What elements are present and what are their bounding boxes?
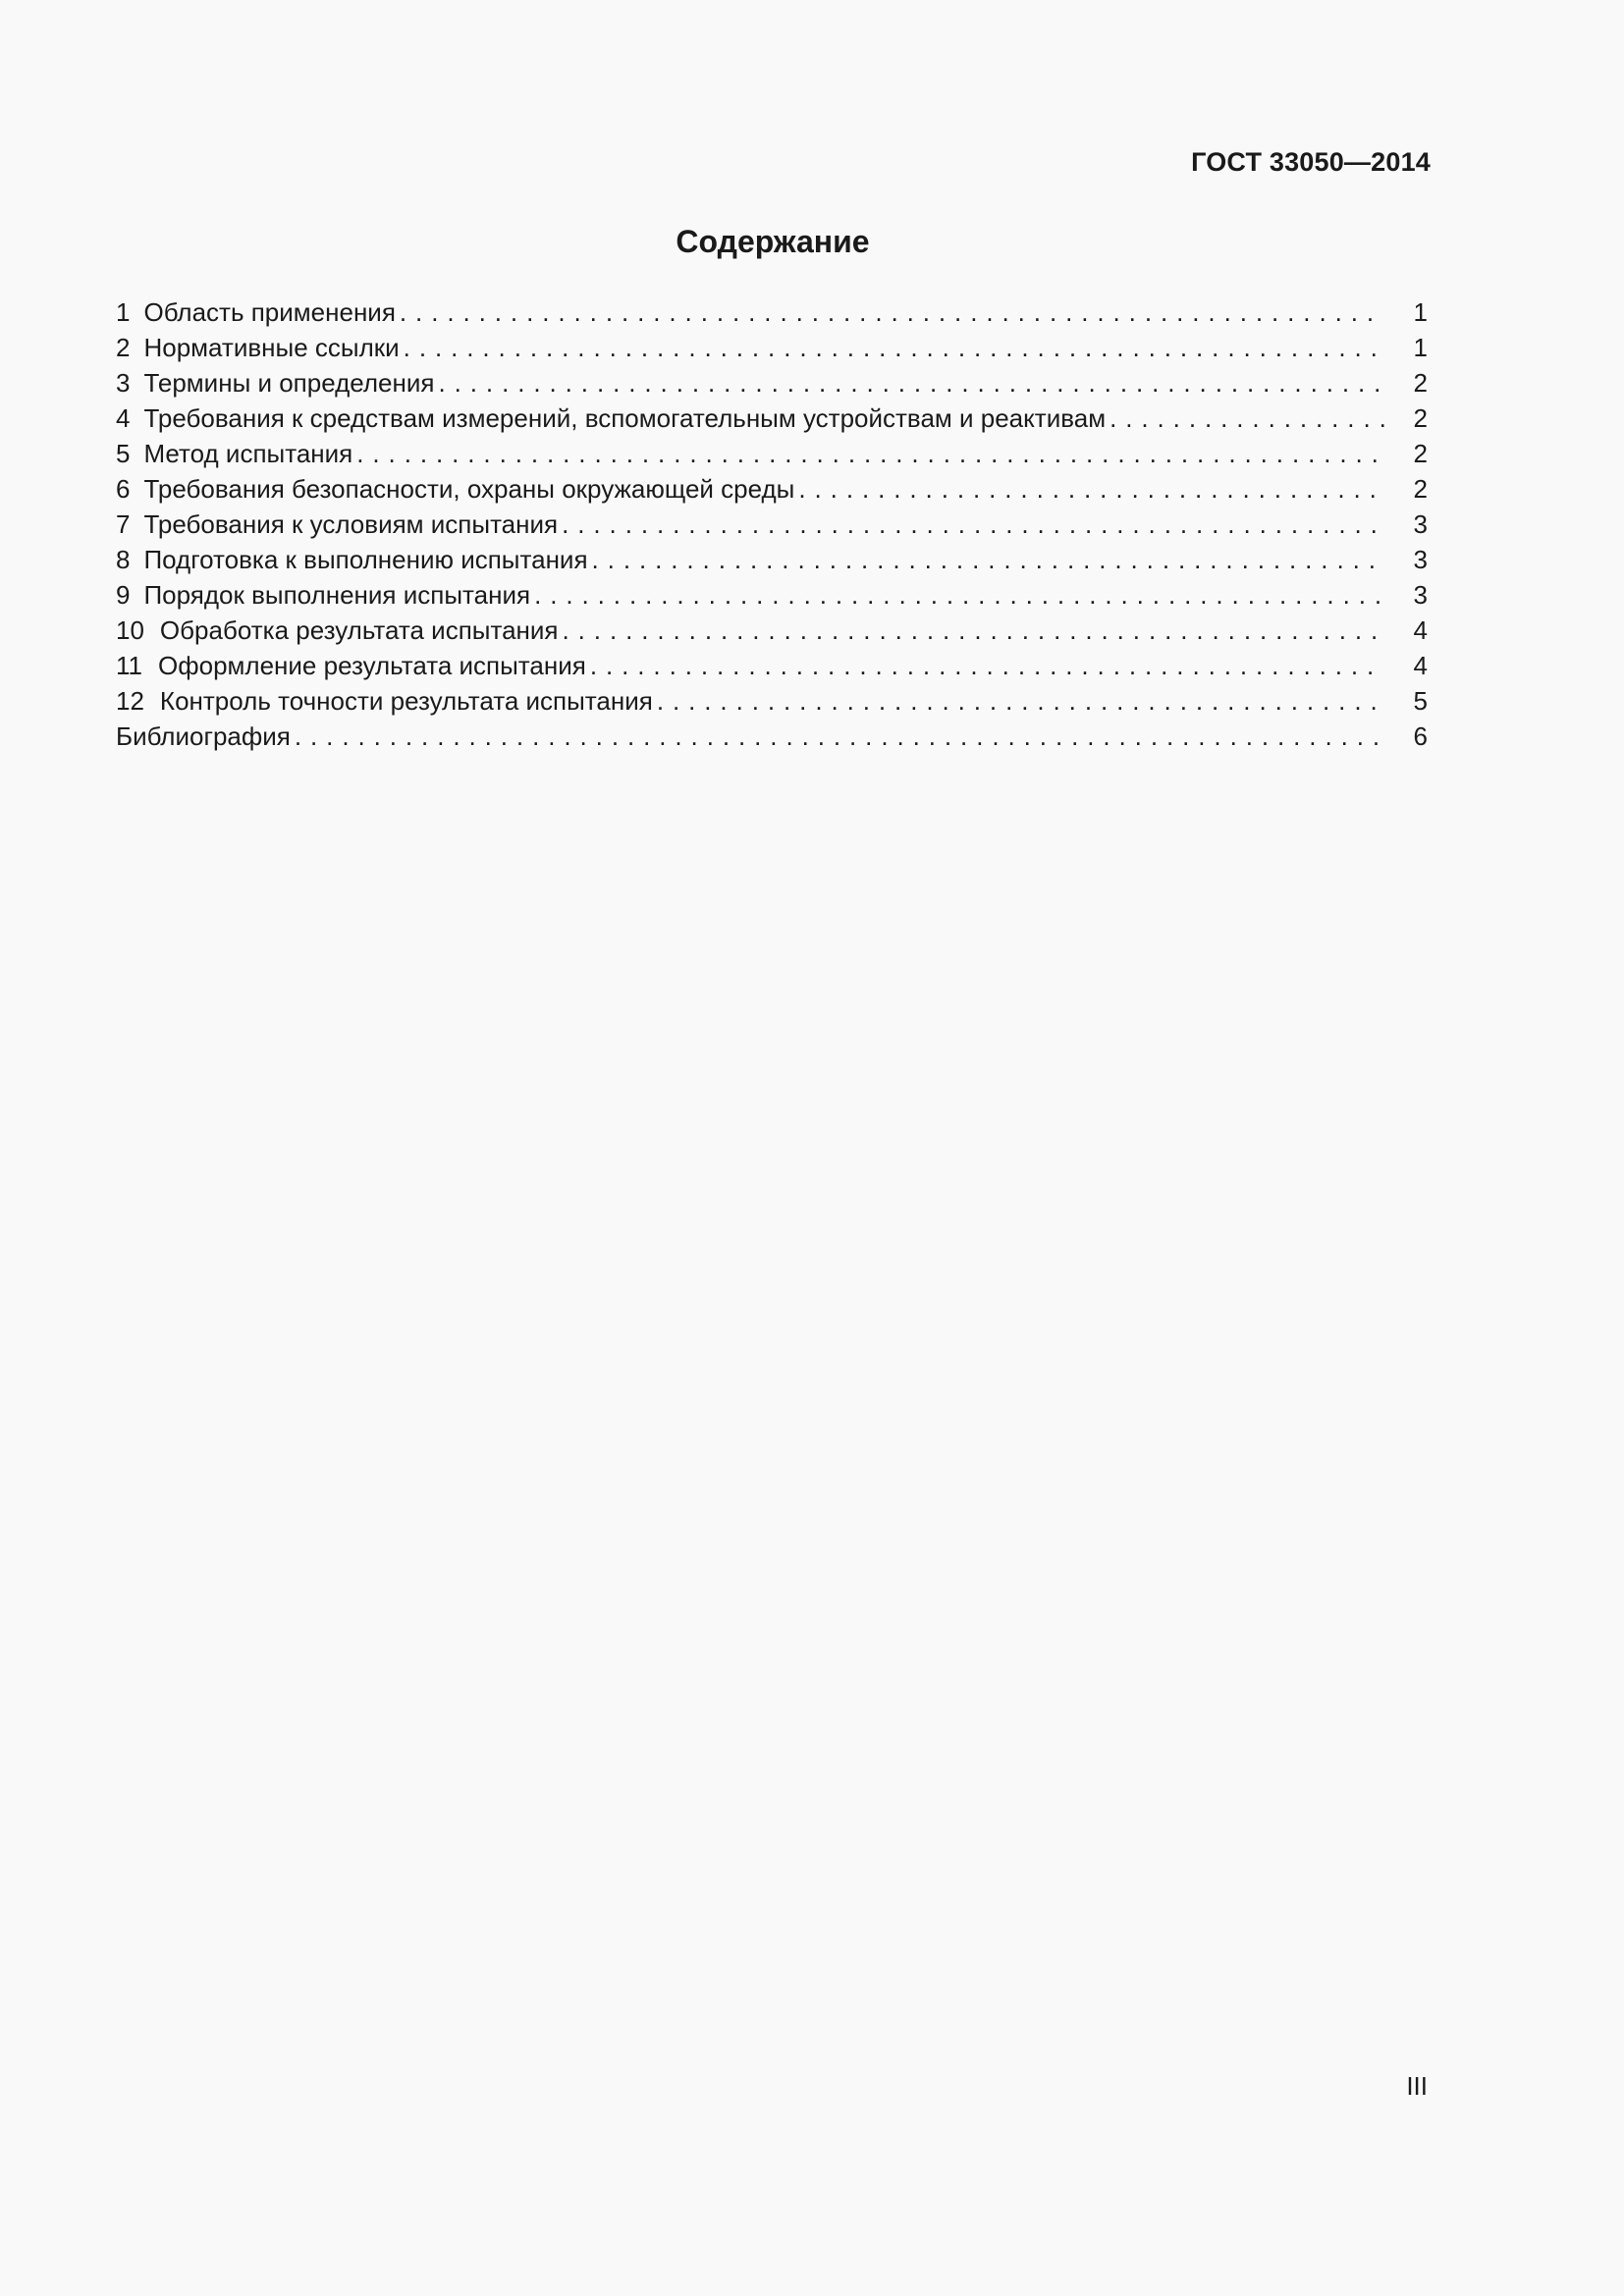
toc-entry-page: 2 (1413, 439, 1428, 468)
toc-entry-page: 3 (1413, 509, 1428, 539)
toc-entry-page: 1 (1413, 297, 1428, 327)
toc-entry-number: 10 (116, 615, 144, 645)
toc-entry[interactable] (116, 471, 1428, 507)
toc-entry[interactable] (116, 507, 1428, 542)
toc-entry-number: 3 (116, 368, 131, 398)
toc-entry-page: 3 (1413, 580, 1428, 610)
toc-entry[interactable] (116, 719, 1428, 754)
toc-entry[interactable] (116, 648, 1428, 683)
toc-entry[interactable] (116, 400, 1428, 436)
toc-entry-page: 2 (1413, 368, 1428, 398)
dot-leader (1110, 400, 1384, 436)
toc-entry[interactable] (116, 542, 1428, 577)
toc-entry-title: Контроль точности результата испытания (159, 686, 653, 716)
toc-entry-page: 2 (1413, 474, 1428, 504)
toc-entry-title: Требования безопасности, охраны окружающей среды (143, 474, 795, 504)
toc-entry-page: 2 (1413, 403, 1428, 433)
toc-entry[interactable] (116, 294, 1428, 330)
toc-entry-title: Подготовка к выполнению испытания (143, 545, 588, 574)
toc-entry[interactable] (116, 436, 1428, 471)
dot-leader (562, 507, 1384, 542)
toc-entry-number: 12 (116, 686, 144, 716)
dot-leader (657, 683, 1384, 719)
toc-title: Содержание (676, 224, 870, 259)
toc-entry-number: 1 (116, 297, 131, 327)
toc-entry-title: Обработка результата испытания (159, 615, 559, 645)
dot-leader (438, 365, 1384, 400)
dot-leader (295, 719, 1384, 754)
toc-entry-page: 4 (1413, 615, 1428, 645)
toc-entry-page: 6 (1413, 721, 1428, 751)
toc-entry-title: Метод испытания (143, 439, 353, 468)
dot-leader (590, 648, 1384, 683)
toc-entry-title: Нормативные ссылки (143, 333, 400, 362)
toc-entry-number: 5 (116, 439, 131, 468)
toc-entry-title: Термины и определения (143, 368, 435, 398)
toc-entry[interactable] (116, 683, 1428, 719)
toc-entry-title: Оформление результата испытания (158, 651, 586, 680)
toc-entry-page: 4 (1413, 651, 1428, 680)
dot-leader (400, 294, 1384, 330)
toc-entry-title: Требования к условиям испытания (143, 509, 559, 539)
dot-leader (534, 577, 1384, 613)
dot-leader (563, 613, 1385, 648)
toc-entry-page: 1 (1413, 333, 1428, 362)
toc-entry-title: Библиография (116, 721, 291, 751)
toc-entry-number: 8 (116, 545, 131, 574)
toc-entry-number: 4 (116, 403, 131, 433)
dot-leader (592, 542, 1384, 577)
toc-entry[interactable] (116, 365, 1428, 400)
page-number: III (1406, 2071, 1428, 2101)
toc-entry[interactable] (116, 330, 1428, 365)
toc-entry[interactable] (116, 577, 1428, 613)
toc-entry-number: 9 (116, 580, 131, 610)
dot-leader (798, 471, 1384, 507)
toc-entry[interactable] (116, 613, 1428, 648)
toc-entry-title: Требования к средствам измерений, вспомогательным устройствам и реактивам (143, 403, 1107, 433)
toc-entry-title: Область применения (143, 297, 396, 327)
toc-entry-page: 3 (1413, 545, 1428, 574)
table-of-contents (116, 294, 1428, 754)
dot-leader (356, 436, 1384, 471)
toc-entry-number: 6 (116, 474, 131, 504)
document-code: ГОСТ 33050—2014 (1191, 147, 1431, 177)
toc-entry-number: 2 (116, 333, 131, 362)
toc-entry-page: 5 (1413, 686, 1428, 716)
toc-entry-number: 11 (116, 651, 142, 680)
dot-leader (404, 330, 1384, 365)
toc-entry-number: 7 (116, 509, 131, 539)
toc-entry-title: Порядок выполнения испытания (143, 580, 531, 610)
